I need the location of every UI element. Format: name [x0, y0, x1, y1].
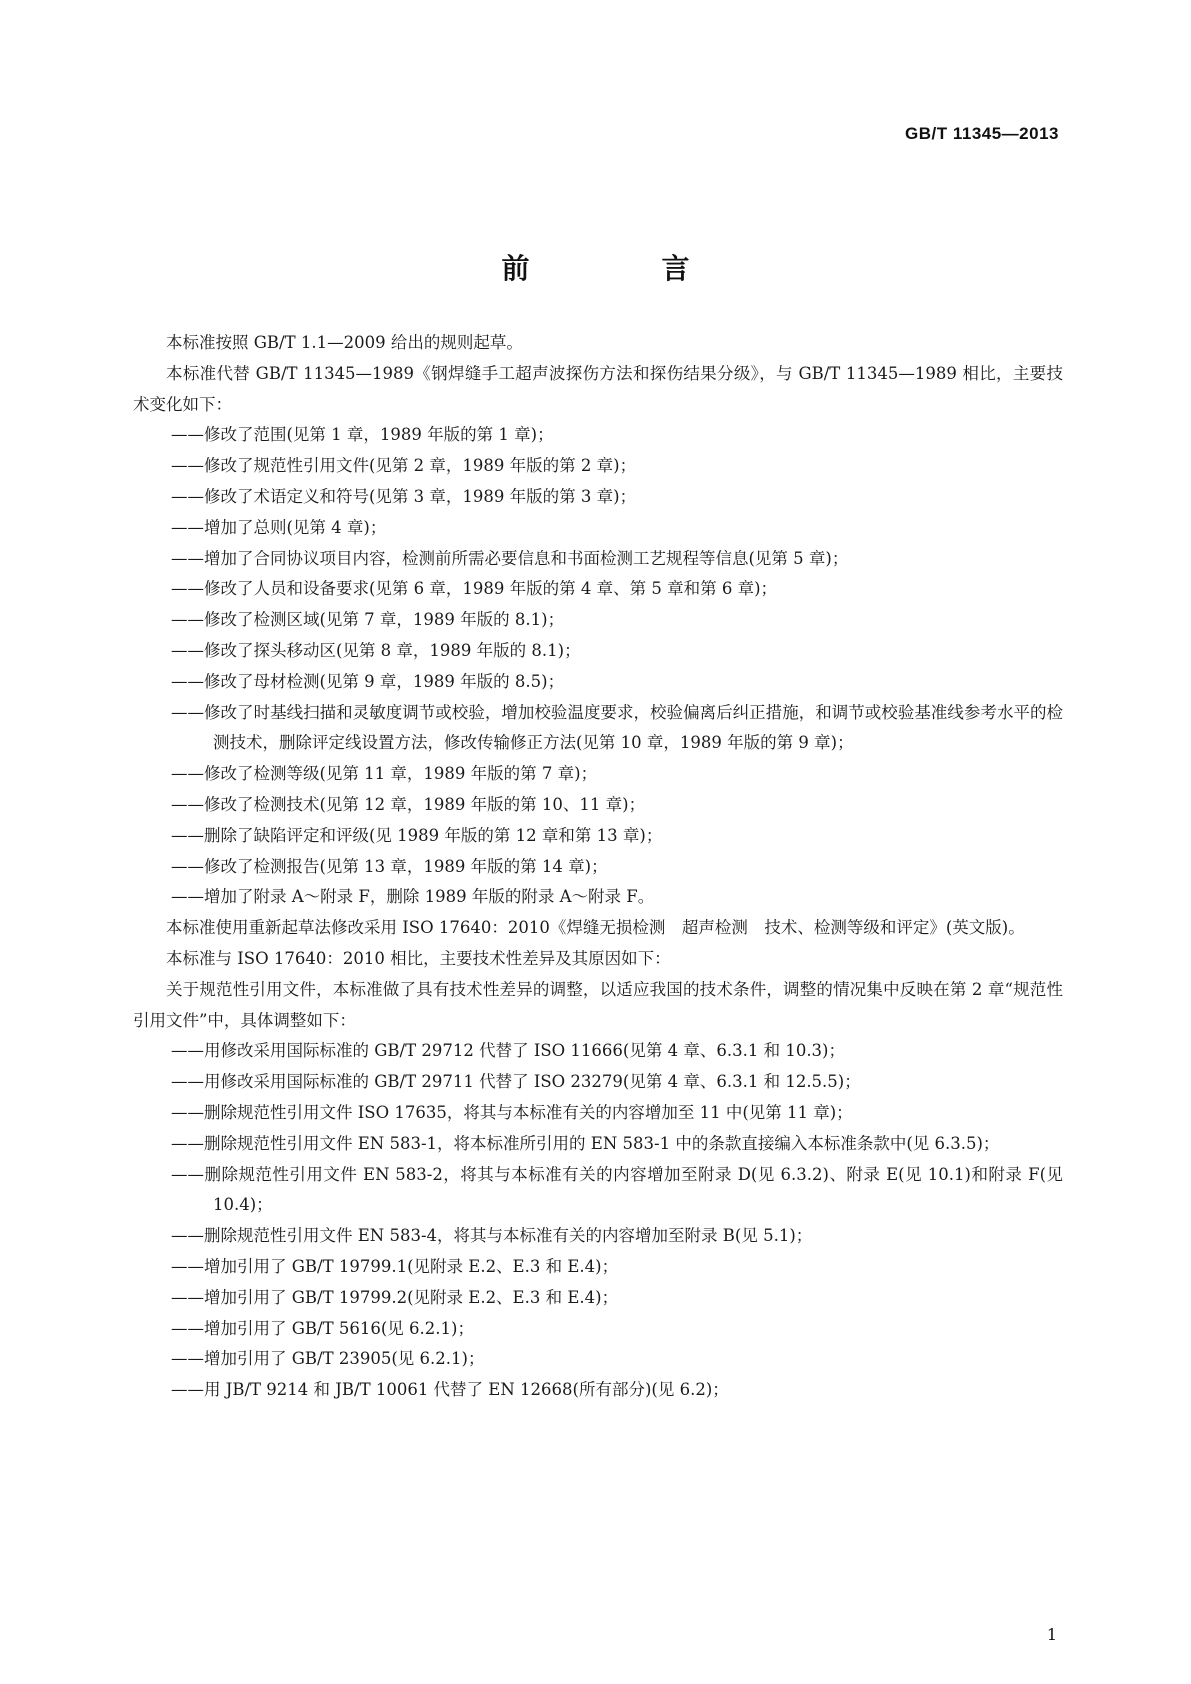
list-item: ——修改了范围(见第 1 章，1989 年版的第 1 章)；: [171, 425, 554, 445]
list-item: ——修改了术语定义和符号(见第 3 章，1989 年版的第 3 章)；: [171, 486, 637, 506]
paragraph: 本标准与 ISO 17640：2010 相比，主要技术性差异及其原因如下：: [166, 948, 671, 968]
list-item: ——增加引用了 GB/T 23905(见 6.2.1)；: [171, 1349, 485, 1369]
page-number: 1: [1046, 1625, 1057, 1644]
list-item: ——删除规范性引用文件 ISO 17635，将其与本标准有关的内容增加至 11 中(见第 11 章)；: [171, 1102, 853, 1122]
list-item: ——增加引用了 GB/T 19799.1(见附录 E.2、E.3 和 E.4)；: [171, 1256, 619, 1276]
paragraph: 本标准按照 GB/T 1.1—2009 给出的规则起草。: [166, 333, 523, 352]
list-item: ——删除规范性引用文件 EN 583-4，将其与本标准有关的内容增加至附录 B(见 5.1)；: [171, 1226, 813, 1246]
list-item: ——修改了检测报告(见第 13 章，1989 年版的第 14 章)；: [171, 856, 608, 876]
document-body: [133, 328, 1063, 1406]
list-item: ——删除了缺陷评定和评级(见 1989 年版的第 12 章和第 13 章)；: [171, 825, 663, 845]
list-item: ——增加了附录 A～附录 F，删除 1989 年版的附录 A～附录 F。: [171, 887, 655, 907]
list-item: ——修改了母材检测(见第 9 章，1989 年版的 8.5)；: [171, 671, 565, 691]
list-item: ——修改了规范性引用文件(见第 2 章，1989 年版的第 2 章)；: [171, 456, 637, 476]
list-item: ——用修改采用国际标准的 GB/T 29711 代替了 ISO 23279(见第 4 章、6.3.1 和 12.5.5)；: [171, 1072, 861, 1092]
list-item: ——删除规范性引用文件 EN 583-2，将其与本标准有关的内容增加至附录 D(见 6.3.2)、附录 E(见 10.1)和附录 F(见 10.4)；: [171, 1164, 1063, 1215]
paragraph: 本标准代替 GB/T 11345—1989《钢焊缝手工超声波探伤方法和探伤结果分级》，与 GB/T 11345—1989 相比，主要技术变化如下：: [133, 363, 1063, 414]
list-item: ——增加引用了 GB/T 19799.2(见附录 E.2、E.3 和 E.4)；: [171, 1287, 619, 1307]
list-item: ——增加引用了 GB/T 5616(见 6.2.1)；: [171, 1318, 474, 1338]
list-item: ——修改了检测等级(见第 11 章，1989 年版的第 7 章)；: [171, 764, 598, 784]
list-item: ——修改了人员和设备要求(见第 6 章，1989 年版的第 4 章、第 5 章和第 6 章)；: [171, 579, 778, 599]
list-item: ——增加了总则(见第 4 章)；: [171, 517, 387, 537]
list-item: ——用修改采用国际标准的 GB/T 29712 代替了 ISO 11666(见第 4 章、6.3.1 和 10.3)；: [171, 1041, 845, 1061]
list-item: ——修改了检测区域(见第 7 章，1989 年版的 8.1)；: [171, 610, 565, 630]
list-item: ——增加了合同协议项目内容，检测前所需必要信息和书面检测工艺规程等信息(见第 5 章)；: [171, 548, 849, 568]
list-item: ——修改了时基线扫描和灵敏度调节或校验，增加校验温度要求，校验偏离后纠正措施，和调节或校验基准线参考水平的检测技术，删除评定线设置方法，修改传输修正方法(见第 10 章，1989 年版的第 9 章)；: [171, 702, 1063, 753]
list-item: ——修改了检测技术(见第 12 章，1989 年版的第 10、11 章)；: [171, 794, 646, 814]
paragraph: 关于规范性引用文件，本标准做了具有技术性差异的调整，以适应我国的技术条件，调整的情况集中反映在第 2 章“规范性引用文件”中，具体调整如下：: [133, 979, 1063, 1030]
page-title: 前 言: [501, 251, 742, 285]
standard-code-header: GB/T 11345—2013: [905, 124, 1059, 143]
list-item: ——删除规范性引用文件 EN 583-1，将本标准所引用的 EN 583-1 中的条款直接编入本标准条款中(见 6.3.5)；: [171, 1133, 1000, 1153]
list-item: ——用 JB/T 9214 和 JB/T 10061 代替了 EN 12668(所有部分)(见 6.2)；: [171, 1380, 729, 1400]
list-item: ——修改了探头移动区(见第 8 章，1989 年版的 8.1)；: [171, 640, 581, 660]
paragraph: 本标准使用重新起草法修改采用 ISO 17640：2010《焊缝无损检测 超声检测 技术、检测等级和评定》(英文版)。: [166, 918, 1025, 938]
